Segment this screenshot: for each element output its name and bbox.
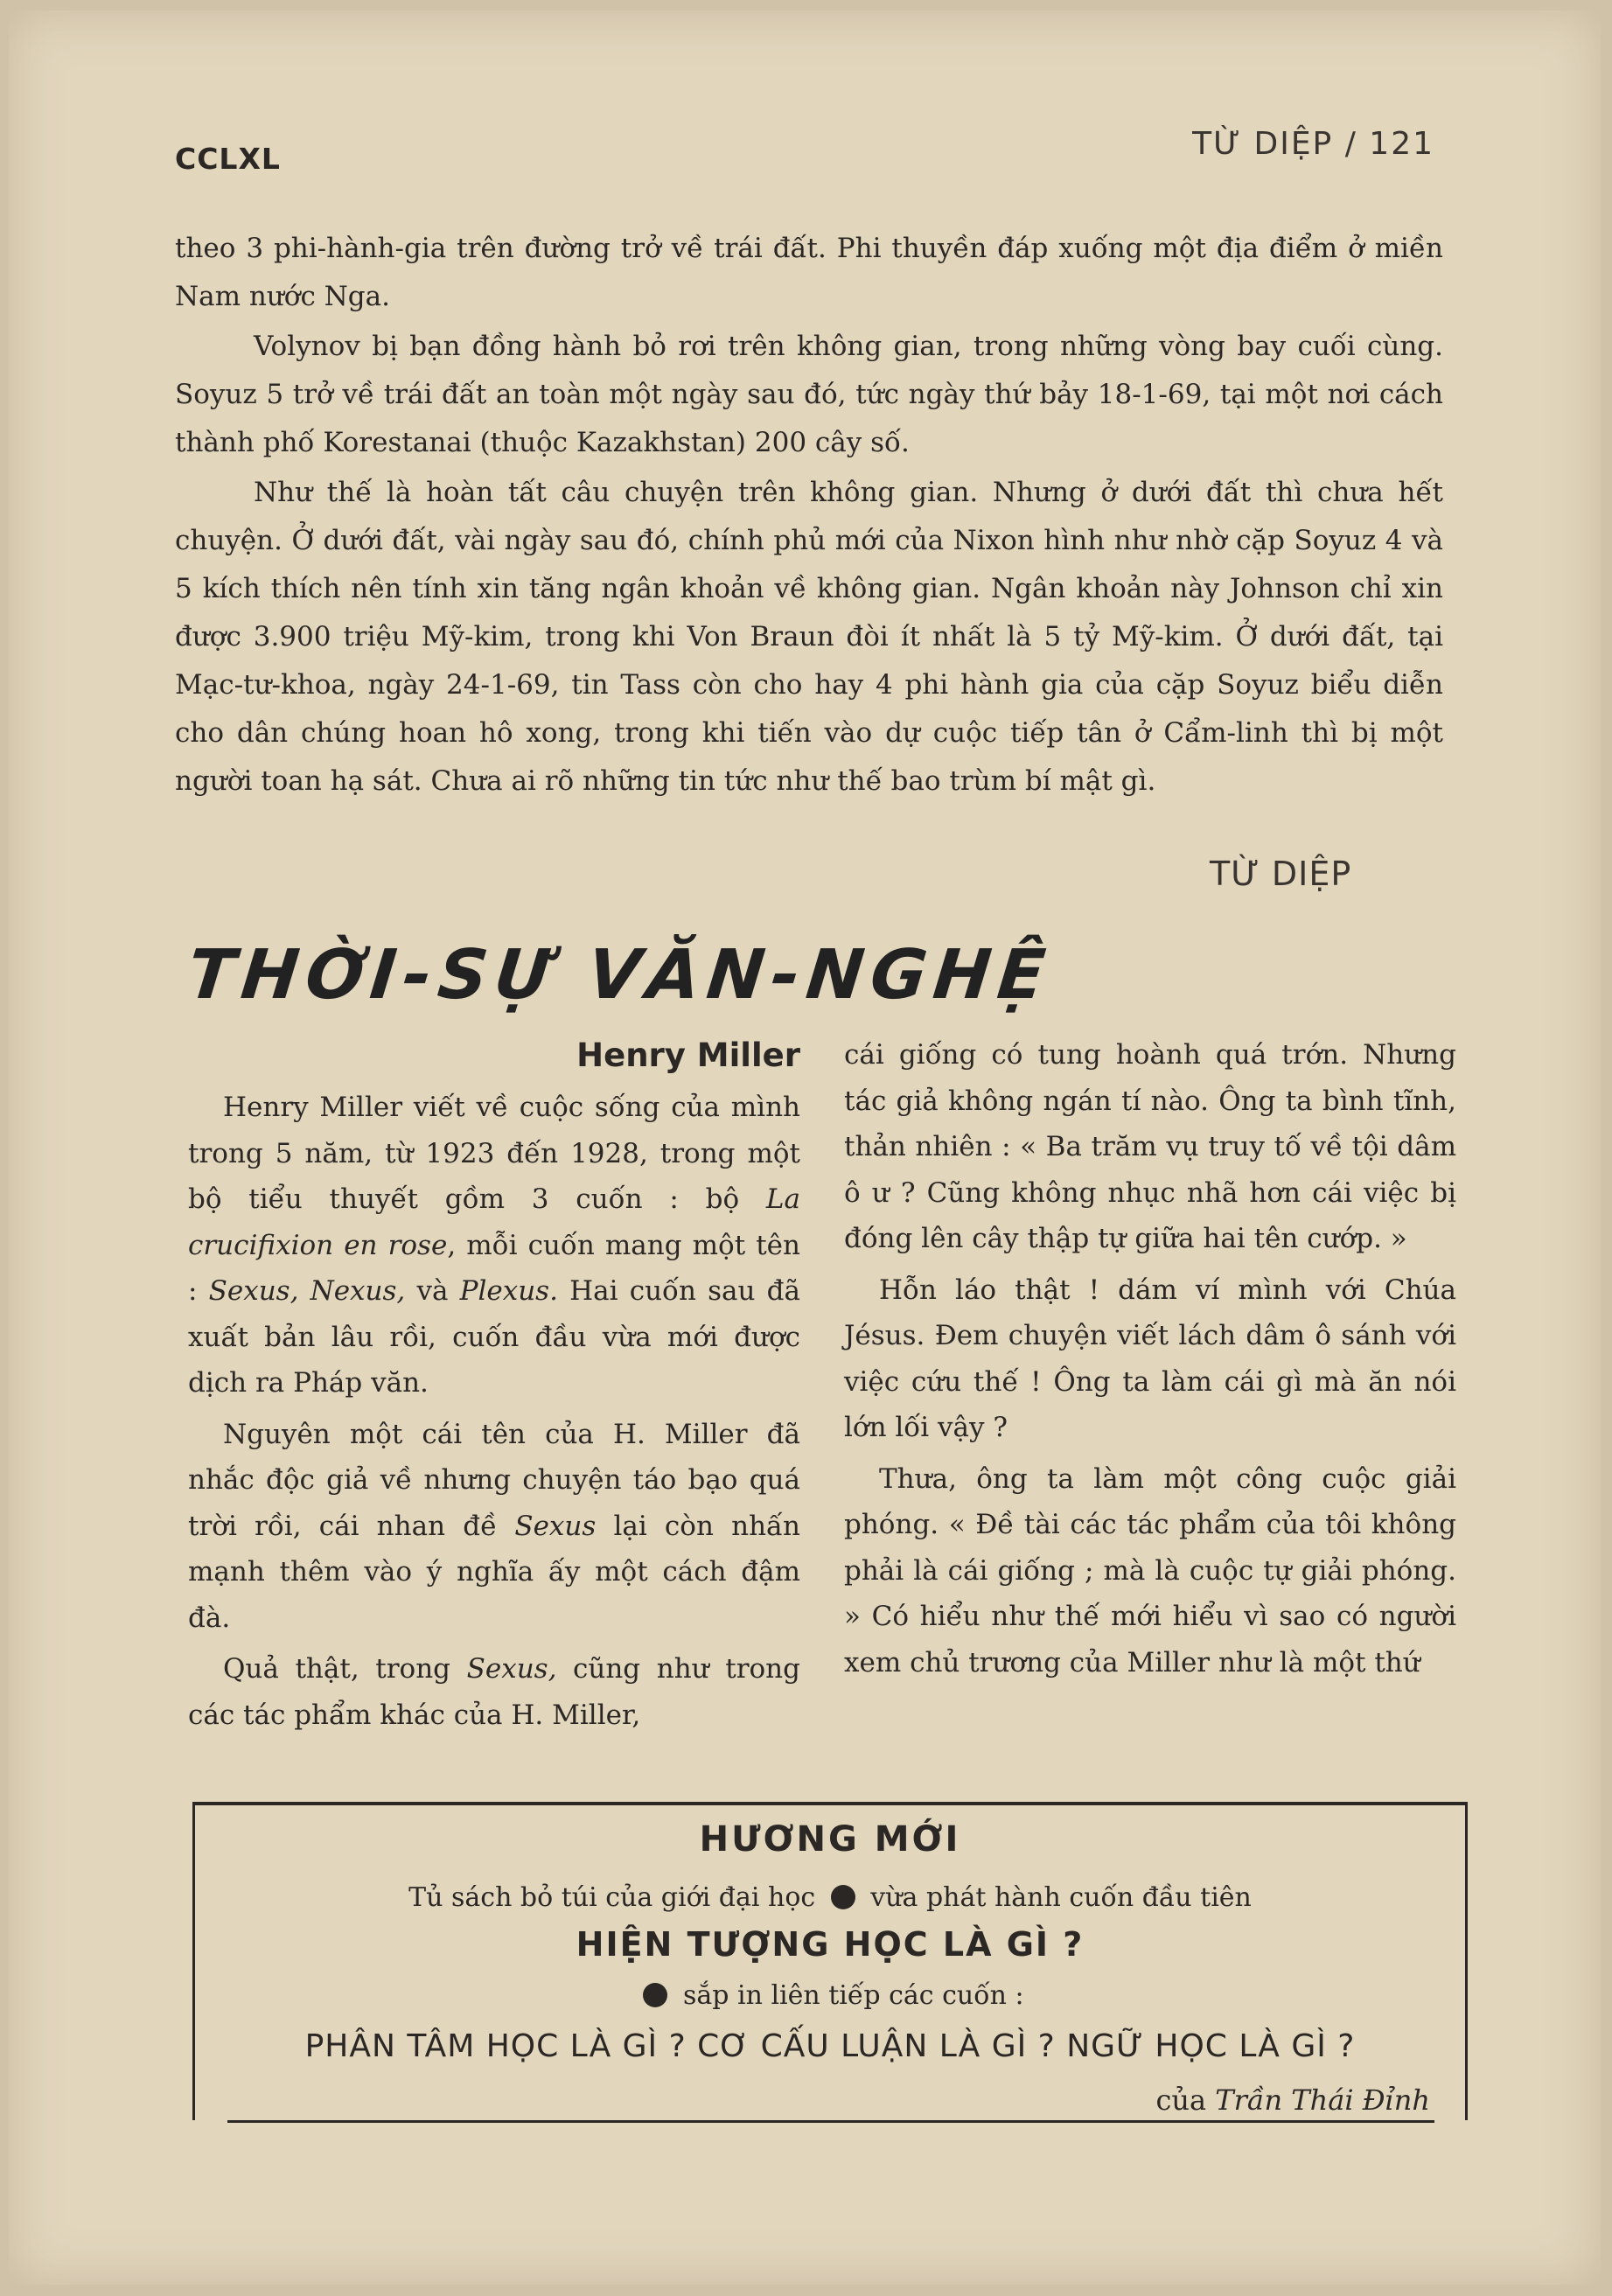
advertisement-box (192, 1802, 1468, 2120)
ad-text: Tủ sách bỏ túi của giới đại học (408, 1882, 816, 1913)
ad-featured-book: HIỆN TƯỢNG HỌC LÀ GÌ ? (576, 1925, 1085, 1964)
article-author-heading: Henry Miller (576, 1036, 800, 1074)
text-run: Hai cuốn sau đã xuất bản lâu rồi, cuốn đầu vừa mới được dịch ra Pháp văn. (188, 1275, 800, 1399)
magazine-page (9, 10, 1601, 2285)
book-title: Plexus. (459, 1275, 558, 1307)
page-header-running-title: TỪ DIỆP / 121 (1192, 126, 1434, 162)
ad-text: vừa phát hành cuốn đầu tiên (870, 1882, 1252, 1913)
right-column (844, 1032, 1456, 1691)
book-title: Sexus (514, 1510, 597, 1542)
book-title: Sexus, Nexus, (208, 1275, 406, 1307)
column-paragraph (188, 1412, 800, 1642)
bullet-dot-icon (643, 1983, 667, 2007)
intro-article-text (175, 225, 1443, 807)
ad-author-name: Trần Thái Đỉnh (1215, 2083, 1430, 2117)
text-run: lại còn nhấn mạnh thêm vào ý nghĩa ấy một cách đậm đà. (188, 1510, 800, 1634)
intro-paragraph: theo 3 phi-hành-gia trên đường trở về trái đất. Phi thuyền đáp xuống một địa điểm ở miền Nam nước Nga. (175, 233, 1443, 312)
column-paragraph (188, 1085, 800, 1406)
ad-line (195, 1882, 1465, 1913)
intro-paragraph: Như thế là hoàn tất câu chuyện trên không gian. Nhưng ở dưới đất thì chưa hết chuyện. Ở dưới đất, vài ngày sau đó, chính phủ mới của Nixon hình như nhờ cặp Soyuz 4 và 5 kích thích nên tính xin tăng ngân khoản về không gian. Ngân khoản này Johnson chỉ xin được 3.900 triệu Mỹ-kim, trong khi Von Braun đòi ít nhất là 5 tỷ Mỹ-kim. Ở dưới đất, tại Mạc-tư-khoa, ngày 24-1-69, tin Tass còn cho hay 4 phi hành gia của cặp Soyuz biểu diễn cho dân chúng hoan hô xong, trong khi tiến vào dự cuộc tiếp tân ở Cẩm-linh thì bị một người toan hạ sát. Chưa ai rõ những tin tức như thế bao trùm bí mật gì. (175, 477, 1443, 797)
book-title: La crucifixion en rose (188, 1183, 800, 1261)
column-paragraph: Hỗn láo thật ! dám ví mình với Chúa Jésus. Đem chuyện viết lách dâm ô sánh với việc cứu thế ! Ông ta làm cái gì mà ăn nói lớn lối vậy ? (844, 1274, 1456, 1443)
text-run: Nguyên một cái tên của H. Miller đã nhắc độc giả về nhưng chuyện táo bạo quá trời rồi, cái nhan đề (188, 1418, 800, 1542)
book-title: Sexus, (466, 1653, 557, 1685)
text-run: Quả thật, trong (223, 1653, 467, 1685)
column-paragraph: Thưa, ông ta làm một công cuộc giải phóng. « Đề tài các tác phẩm của tôi không phải là cái giống ; mà là cuộc tự giải phóng. » Có hiểu như thế mới hiểu vì sao có người xem chủ trương của Miller như là một thứ (844, 1462, 1456, 1678)
text-run: Henry Miller viết về cuộc sống của mình trong 5 năm, từ 1923 đến 1928, trong một bộ tiểu thuyết gồm 3 cuốn : bộ (188, 1092, 800, 1215)
article-signature: TỪ DIỆP (1210, 855, 1352, 893)
ad-publisher-title: HƯƠNG MỚI (699, 1819, 961, 1860)
section-title: THỜI-SỰ VĂN-NGHỆ (184, 936, 1056, 1015)
ad-author (1155, 2083, 1430, 2117)
text-run: , mỗi cuốn mang một tên : (188, 1229, 800, 1307)
ad-upcoming-books: PHÂN TÂM HỌC LÀ GÌ ? CƠ CẤU LUẬN LÀ GÌ ? NGỮ HỌC LÀ GÌ ? (304, 2028, 1356, 2064)
text-run: và (405, 1275, 460, 1307)
ad-line (195, 1980, 1465, 2011)
bullet-dot-icon (831, 1885, 855, 1909)
ad-text: của (1155, 2083, 1207, 2117)
intro-paragraph: Volynov bị bạn đồng hành bỏ rơi trên không gian, trong những vòng bay cuối cùng. Soyuz 5 trở về trái đất an toàn một ngày sau đó, tức ngày thứ bảy 18-1-69, tại một nơi cách thành phố Korestanai (thuộc Kazakhstan) 200 cây số. (175, 331, 1443, 458)
ad-text: sắp in liên tiếp các cuốn : (682, 1980, 1024, 2011)
column-paragraph (188, 1646, 800, 1738)
column-paragraph: cái giống có tung hoành quá trớn. Nhưng tác giả không ngán tí nào. Ông ta bình tĩnh, thản nhiên : « Ba trăm vụ truy tố về tội dâm ô ư ? Cũng không nhục nhã hơn cái việc bị đóng lên cây thập tự giữa hai tên cướp. » (844, 1039, 1456, 1254)
ad-bottom-rule (227, 2120, 1434, 2123)
page-header-code: CCLXL (175, 142, 281, 176)
text-run: cũng như trong các tác phẩm khác của H. Miller, (188, 1653, 800, 1731)
left-column (188, 1032, 800, 1743)
